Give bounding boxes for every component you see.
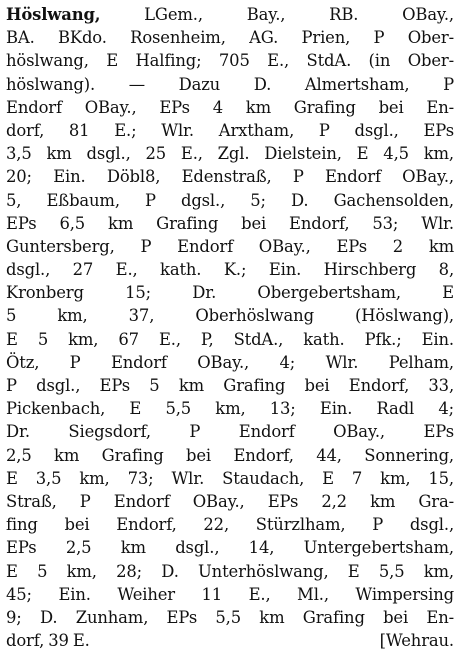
entry-line-21: E 3,5 km, 73; Wlr. Staudach, E 7 km, 15, <box>6 468 454 488</box>
entry-line-4: höslwang). — Dazu D. Almertsham, P <box>6 74 454 94</box>
entry-line-6: dorf, 81 E.; Wlr. Arxtham, P dsgl., EPs <box>6 120 454 140</box>
entry-line-2: BA. BKdo. Rosenheim, AG. Prien, P Ober- <box>6 28 454 48</box>
entry-line-26: 45; Ein. Weiher 11 E., Ml., Wimpersing <box>6 584 454 604</box>
entry-line-8: 20; Ein. Döbl8, Edenstraß, P Endorf OBay., <box>6 167 454 187</box>
entry-line-28 <box>6 629 454 652</box>
entry-line-7: 3,5 km dsgl., 25 E., Zgl. Dielstein, E 4,5 km, <box>6 144 454 164</box>
entry-line-3: höslwang, E Halfing; 705 E., StdA. (in Ober- <box>6 51 454 71</box>
entry-line-18: Pickenbach, E 5,5 km, 13; Ein. Radl 4; <box>6 399 454 419</box>
entry-line-22: Straß, P Endorf OBay., EPs 2,2 km Gra- <box>6 491 454 511</box>
entry-line-1-text: LGem., Bay., RB. OBay., <box>100 5 454 24</box>
entry-line-5: Endorf OBay., EPs 4 km Grafing bei En- <box>6 97 454 117</box>
entry-line-9: 5, Eßbaum, P dgsl., 5; D. Gachensolden, <box>6 190 454 210</box>
entry-line-1 <box>6 3 454 26</box>
entry-line-14: 5 km, 37, Oberhöslwang (Höslwang), <box>6 306 454 326</box>
entry-line-11: Guntersberg, P Endorf OBay., EPs 2 km <box>6 236 454 256</box>
entry-line-19: Dr. Siegsdorf, P Endorf OBay., EPs <box>6 422 454 442</box>
entry-line-16: Ötz, P Endorf OBay., 4; Wlr. Pelham, <box>6 352 454 372</box>
entry-line-13: Kronberg 15; Dr. Obergebertsham, E <box>6 283 454 303</box>
entry-line-12: dsgl., 27 E., kath. K.; Ein. Hirschberg 8, <box>6 260 454 280</box>
entry-headword: Höslwang, <box>6 5 101 24</box>
entry-line-17: P dsgl., EPs 5 km Grafing bei Endorf, 33, <box>6 376 454 395</box>
entry-last-line: dorf, 39 E. <box>6 631 90 651</box>
entry-line-10: EPs 6,5 km Grafing bei Endorf, 53; Wlr. <box>6 213 454 233</box>
entry-line-24: EPs 2,5 km dsgl., 14, Untergebertsham, <box>6 538 454 558</box>
entry-line-15: E 5 km, 67 E., P, StdA., kath. Pfk.; Ein. <box>6 329 454 349</box>
entry-line-27: 9; D. Zunham, EPs 5,5 km Grafing bei En- <box>6 607 454 627</box>
entry-line-23: fing bei Endorf, 22, Stürzlham, P dsgl., <box>6 515 454 535</box>
entry-line-25: E 5 km, 28; D. Unterhöslwang, E 5,5 km, <box>6 561 454 581</box>
author-signature: [Wehrau. <box>379 631 454 651</box>
dictionary-entry <box>6 3 454 653</box>
entry-line-20: 2,5 km Grafing bei Endorf, 44, Sonnering, <box>6 445 454 465</box>
